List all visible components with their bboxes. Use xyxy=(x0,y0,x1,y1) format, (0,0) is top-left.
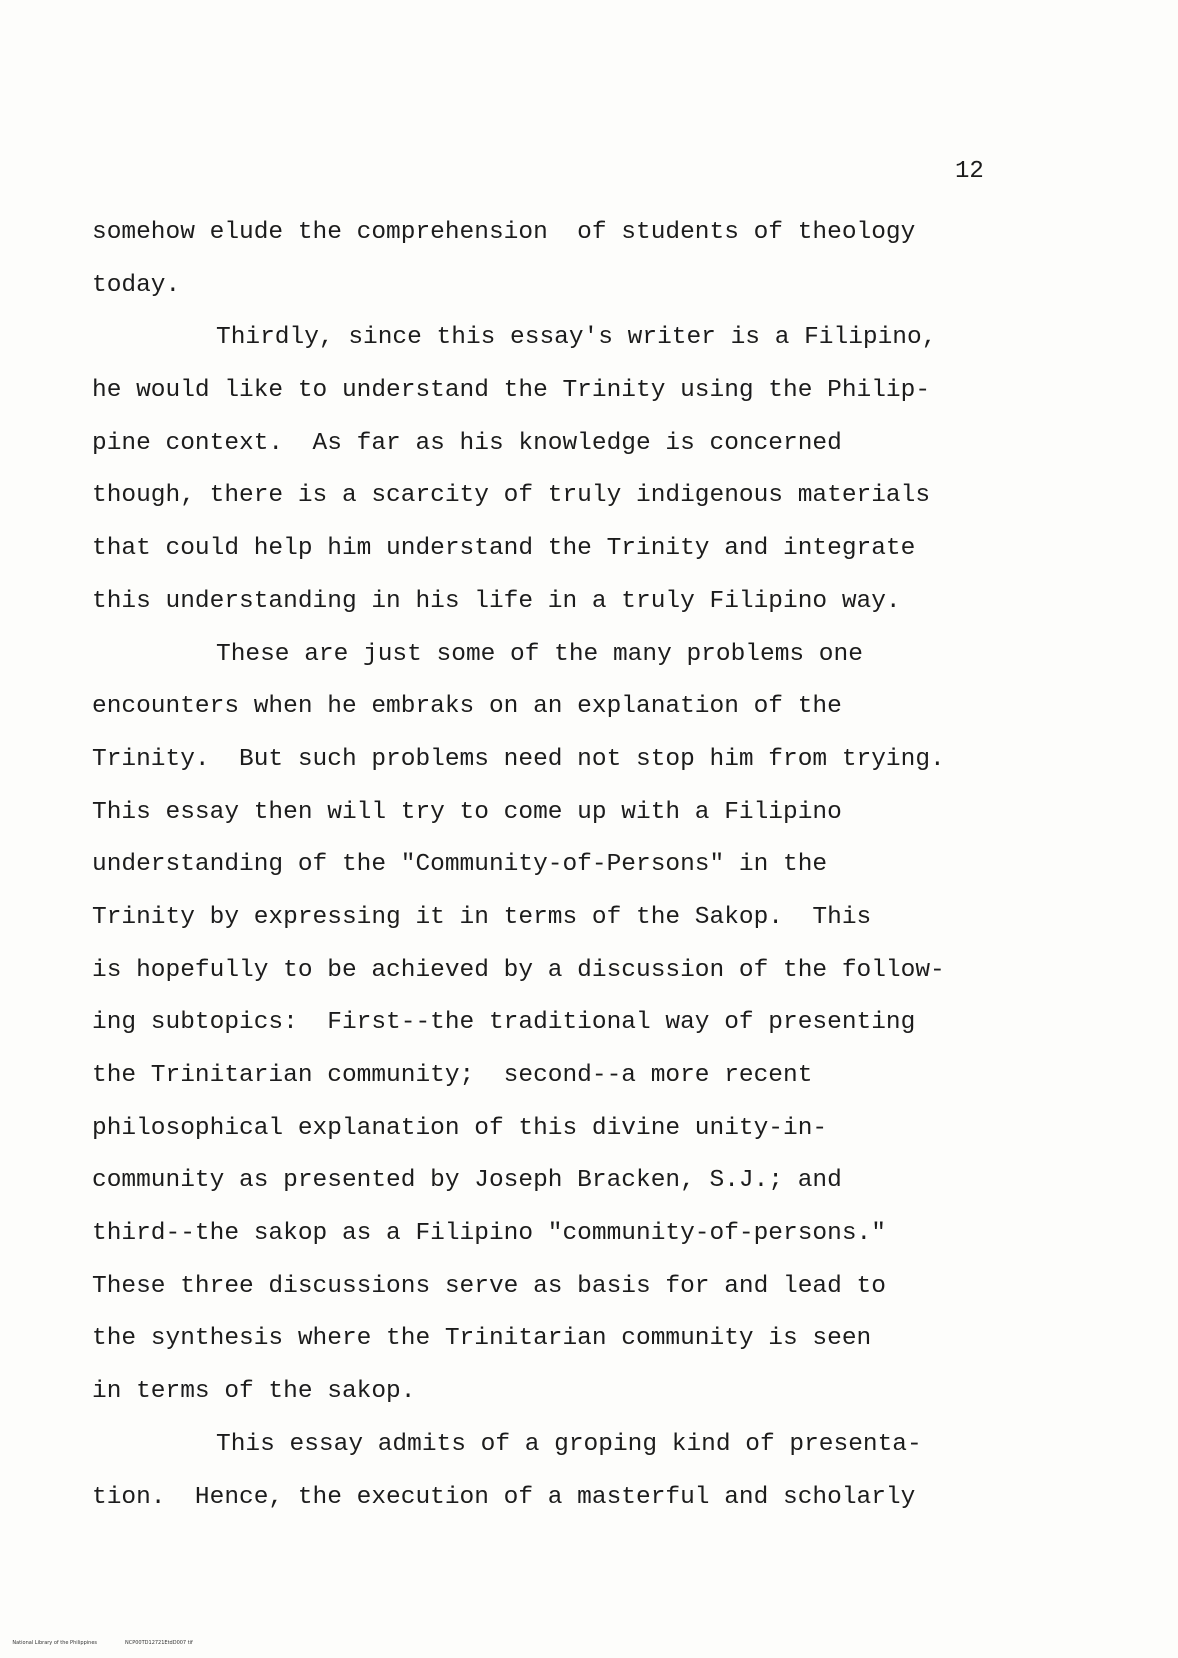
body-text xyxy=(92,207,1102,1524)
text-line: This essay admits of a groping kind of presenta- xyxy=(216,1430,922,1458)
text-line: third--the sakop as a Filipino "community-of-persons." xyxy=(92,1220,886,1248)
text-line: Trinity by expressing it in terms of the Sakop. This xyxy=(92,903,872,931)
footer-code: NCP00TD12721EtdD007 tif xyxy=(125,1640,193,1646)
text-line: he would like to understand the Trinity using the Philip- xyxy=(92,377,931,405)
text-line: ing subtopics: First--the traditional way of presenting xyxy=(92,1009,916,1037)
text-line: in terms of the sakop. xyxy=(92,1378,416,1406)
text-line: This essay then will try to come up with a Filipino xyxy=(92,798,842,826)
text-line: philosophical explanation of this divine unity-in- xyxy=(92,1114,828,1142)
text-line: These are just some of the many problems one xyxy=(216,640,863,668)
text-line: the synthesis where the Trinitarian community is seen xyxy=(92,1325,872,1353)
text-line: is hopefully to be achieved by a discussion of the follow- xyxy=(92,956,945,984)
text-line: today. xyxy=(92,271,181,299)
text-line: that could help him understand the Trinity and integrate xyxy=(92,535,916,563)
text-line: understanding of the "Community-of-Persons" in the xyxy=(92,851,828,879)
footer-library: National Library of the Philippines xyxy=(12,1640,97,1646)
text-line: though, there is a scarcity of truly indigenous materials xyxy=(92,482,931,510)
text-line: These three discussions serve as basis for and lead to xyxy=(92,1272,886,1300)
page-number: 12 xyxy=(955,158,984,185)
text-line: pine context. As far as his knowledge is concerned xyxy=(92,429,842,457)
text-line: Thirdly, since this essay's writer is a Filipino, xyxy=(216,324,937,352)
text-line: Trinity. But such problems need not stop him from trying. xyxy=(92,745,945,773)
text-line: the Trinitarian community; second--a more recent xyxy=(92,1062,813,1089)
text-line: somehow elude the comprehension of students of theology xyxy=(92,219,916,246)
text-line: this understanding in his life in a truly Filipino way. xyxy=(92,587,901,615)
text-line: encounters when he embraks on an explanation of the xyxy=(92,693,842,721)
text-line: tion. Hence, the execution of a masterful and scholarly xyxy=(92,1483,916,1511)
text-line: community as presented by Joseph Bracken, S.J.; and xyxy=(92,1167,842,1195)
scan-footer xyxy=(6,1634,221,1652)
